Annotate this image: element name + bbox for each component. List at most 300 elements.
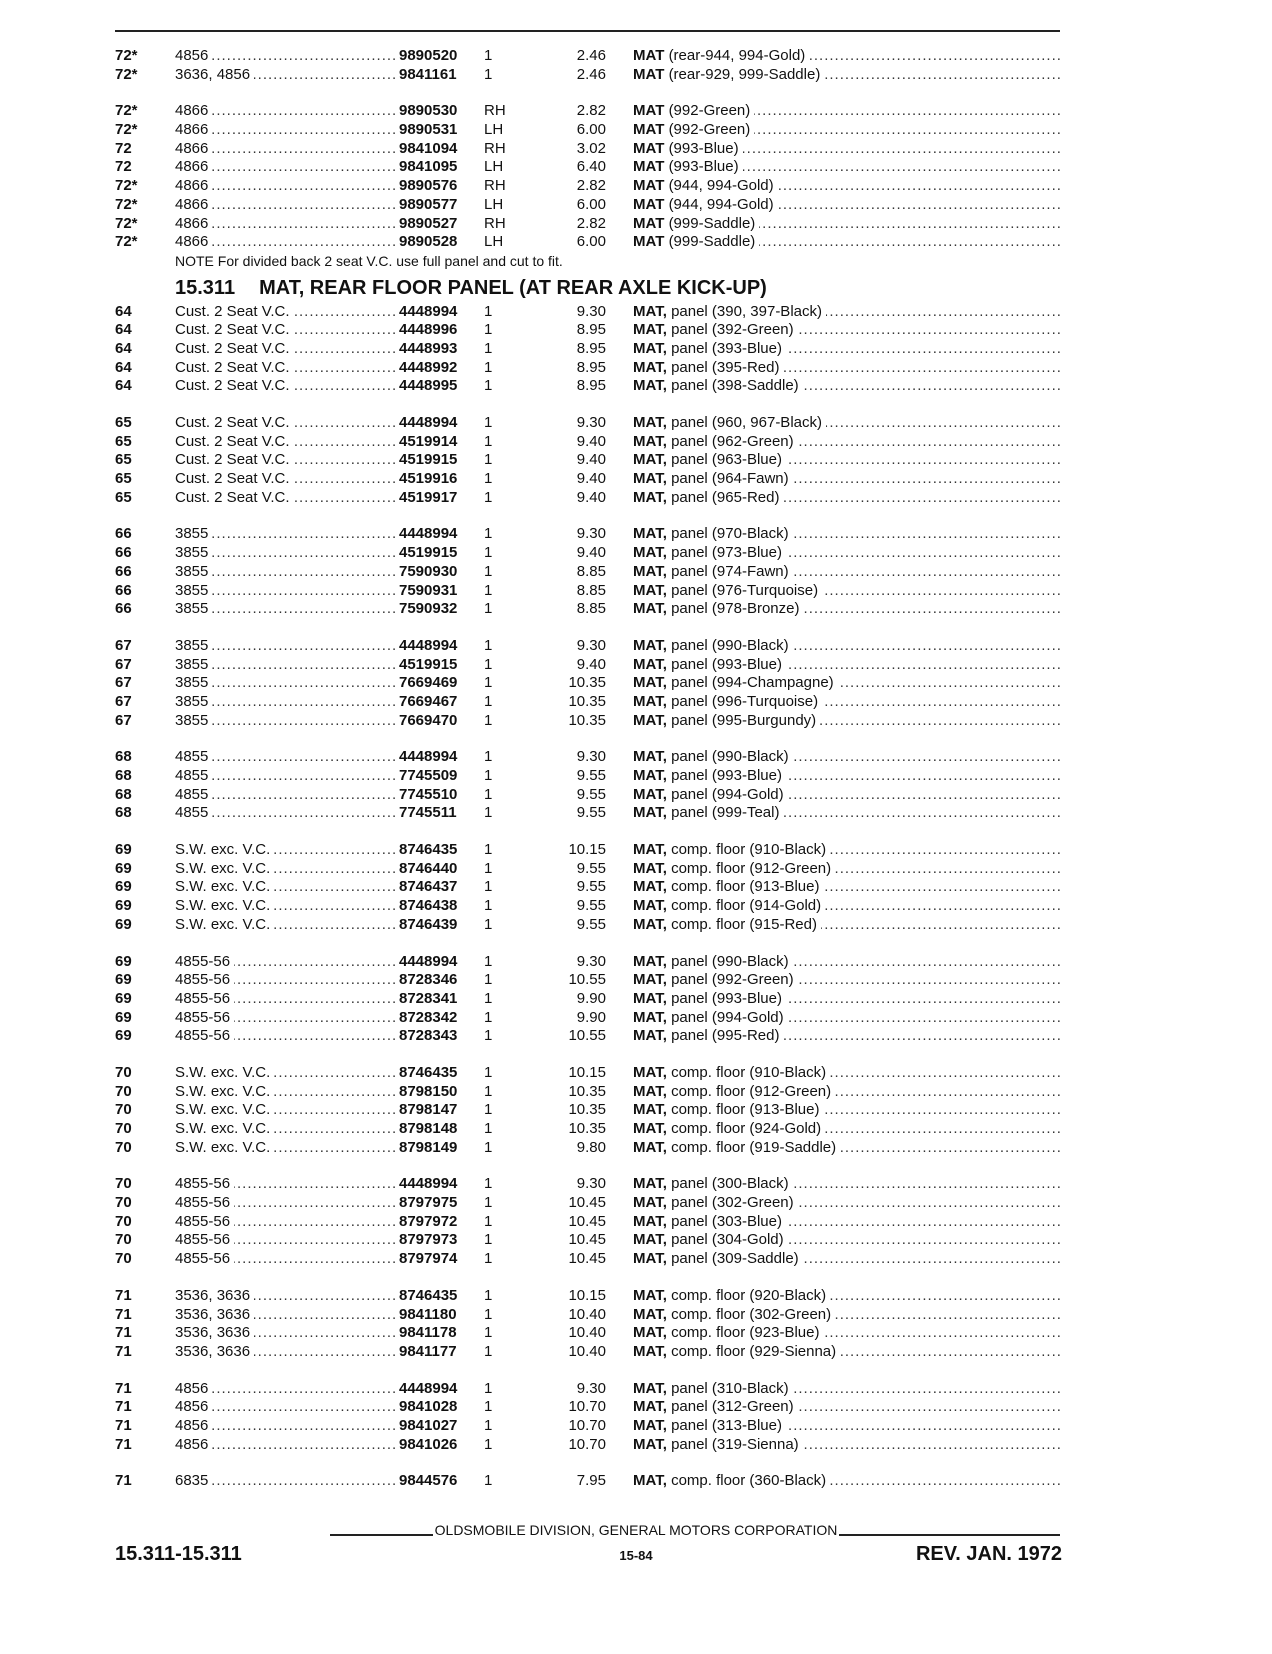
part-number: 9841094 (399, 139, 458, 157)
model-cell (175, 158, 397, 177)
description (633, 321, 798, 338)
table-row (0, 1472, 1272, 1491)
model-year: 70 (115, 1138, 132, 1156)
price: 10.35 (568, 711, 606, 729)
model-code: Cust. 2 Seat V.C. (175, 433, 294, 450)
description-name: MAT, (633, 767, 667, 784)
model-year: 72* (115, 214, 138, 232)
quantity: 1 (484, 377, 493, 395)
model-year: 71 (115, 1324, 132, 1342)
model-code: 4855-56 (175, 1213, 234, 1230)
quantity: 1 (484, 414, 493, 431)
part-number: 8797975 (399, 1194, 458, 1212)
price: 2.46 (576, 47, 606, 64)
model-year: 68 (115, 785, 132, 803)
price: 10.40 (568, 1324, 606, 1342)
model-cell (175, 1027, 397, 1046)
description (633, 1380, 793, 1397)
model-cell (175, 1472, 397, 1491)
description (633, 414, 826, 431)
quantity: 1 (484, 1175, 493, 1193)
model-year: 71 (115, 1416, 132, 1434)
table-row (0, 451, 1272, 470)
model-cell (175, 414, 397, 433)
table-row (0, 786, 1272, 805)
description-detail: panel (302-Green) (671, 1194, 794, 1212)
model-code: S.W. exc. V.C. (175, 916, 274, 933)
description-cell (633, 1027, 1061, 1046)
description-name: MAT, (633, 655, 667, 673)
description-detail: panel (390, 397-Black) (671, 302, 822, 320)
description-cell (633, 990, 1061, 1009)
table-row (0, 582, 1272, 601)
description-name: MAT, (633, 321, 667, 339)
description-name: MAT (633, 65, 665, 83)
description-name: MAT, (633, 488, 667, 506)
model-year: 66 (115, 562, 132, 580)
quantity: 1 (484, 1212, 493, 1230)
quantity: 1 (484, 748, 493, 766)
part-number: 7590930 (399, 562, 458, 580)
model-cell (175, 1101, 397, 1120)
description-name: MAT, (633, 1175, 667, 1193)
part-number: 8798150 (399, 1082, 458, 1100)
description-cell (633, 377, 1061, 396)
footer-section-range: 15.311-15.311 (115, 1543, 242, 1565)
price: 10.55 (568, 1027, 606, 1045)
table-row (0, 767, 1272, 786)
description-detail: panel (962-Green) (671, 432, 794, 450)
model-year: 72 (115, 158, 132, 176)
description-name: MAT, (633, 692, 667, 710)
price: 8.95 (576, 321, 606, 339)
table-row (0, 340, 1272, 359)
description-name: MAT (633, 195, 665, 213)
description-cell (633, 47, 1061, 66)
table-row (0, 916, 1272, 935)
model-code: 4855-56 (175, 1231, 234, 1248)
model-code: S.W. exc. V.C. (175, 1101, 274, 1118)
description-name: MAT, (633, 470, 667, 488)
price: 9.80 (576, 1138, 606, 1156)
description-cell (633, 233, 1061, 252)
part-number: 7669467 (399, 692, 458, 710)
description-cell (633, 1083, 1061, 1102)
description-detail: comp. floor (912-Green) (671, 859, 832, 877)
description (633, 582, 822, 599)
description-name: MAT, (633, 952, 667, 970)
description (633, 1324, 823, 1341)
description (633, 1343, 840, 1360)
model-cell (175, 321, 397, 340)
description-detail: panel (398-Saddle) (671, 377, 799, 395)
description-detail: comp. floor (910-Black) (671, 1063, 827, 1081)
group-gap (0, 1157, 1272, 1175)
model-code: 4855 (175, 748, 212, 765)
description-name: MAT, (633, 451, 667, 469)
description-cell (633, 451, 1061, 470)
description-name: MAT, (633, 581, 667, 599)
description (633, 66, 824, 83)
part-number: 7669470 (399, 711, 458, 729)
quantity: 1 (484, 544, 493, 562)
table-row (0, 878, 1272, 897)
description (633, 971, 798, 988)
description-detail: panel (999-Teal) (671, 804, 780, 822)
part-number: 8746435 (399, 841, 458, 859)
model-code: 4856 (175, 1398, 212, 1415)
model-code: 4866 (175, 158, 212, 175)
price: 10.15 (568, 841, 606, 859)
description-name: MAT, (633, 674, 667, 692)
quantity: 1 (484, 47, 493, 64)
model-code: Cust. 2 Seat V.C. (175, 414, 294, 431)
model-code: 4856 (175, 1417, 212, 1434)
model-cell (175, 600, 397, 619)
model-code: 3855 (175, 544, 212, 561)
quantity: 1 (484, 859, 493, 877)
model-code: 4855-56 (175, 1175, 234, 1192)
part-number: 7669469 (399, 674, 458, 692)
model-code: Cust. 2 Seat V.C. (175, 321, 294, 338)
price: 8.85 (576, 581, 606, 599)
table-row (0, 804, 1272, 823)
description (633, 1398, 798, 1415)
price: 10.70 (568, 1435, 606, 1453)
description-detail: (944, 994-Gold) (668, 177, 774, 195)
description-name: MAT, (633, 1138, 667, 1156)
description-name: MAT (633, 177, 665, 195)
description-detail: comp. floor (302-Green) (671, 1305, 832, 1323)
model-cell (175, 1417, 397, 1436)
price: 9.55 (576, 785, 606, 803)
description-detail: panel (310-Black) (671, 1379, 789, 1397)
model-year: 66 (115, 600, 132, 618)
part-number: 9841178 (399, 1324, 457, 1342)
model-year: 69 (115, 1027, 132, 1045)
model-code: 4866 (175, 121, 212, 138)
description-cell (633, 897, 1061, 916)
description-cell (633, 102, 1061, 121)
description-cell (633, 1213, 1061, 1232)
model-year: 72* (115, 121, 138, 139)
quantity: 1 (484, 674, 493, 692)
description-name: MAT, (633, 432, 667, 450)
table-row (0, 1064, 1272, 1083)
description-cell (633, 1101, 1061, 1120)
part-number: 8797973 (399, 1231, 458, 1249)
table-row (0, 563, 1272, 582)
model-cell (175, 470, 397, 489)
model-year: 67 (115, 692, 132, 710)
model-year: 69 (115, 1008, 132, 1026)
description-cell (633, 489, 1061, 508)
quantity: 1 (484, 1082, 493, 1100)
quantity: 1 (484, 581, 493, 599)
description-cell (633, 693, 1061, 712)
description-cell (633, 1306, 1061, 1325)
description (633, 303, 826, 320)
model-code: 4855-56 (175, 971, 234, 988)
description-name: MAT, (633, 600, 667, 618)
description-detail: comp. floor (913-Blue) (671, 878, 820, 896)
model-year: 72* (115, 102, 138, 120)
description-name: MAT, (633, 1120, 667, 1137)
model-code: 4866 (175, 233, 212, 250)
price: 9.40 (576, 655, 606, 673)
description (633, 1472, 830, 1489)
description-name: MAT, (633, 358, 667, 376)
quantity: 1 (484, 321, 493, 339)
quantity: 1 (484, 1063, 493, 1081)
table-row (0, 196, 1272, 215)
model-cell (175, 1250, 397, 1269)
part-number: 8746435 (399, 1286, 458, 1304)
table-row (0, 121, 1272, 140)
description (633, 233, 759, 250)
model-code: 3855 (175, 600, 212, 617)
description-name: MAT, (633, 804, 667, 822)
description-detail: panel (996-Turquoise) (671, 692, 819, 710)
description (633, 656, 786, 673)
description-name: MAT, (633, 1472, 667, 1490)
description (633, 340, 786, 357)
price: 10.15 (568, 1063, 606, 1081)
description-name: MAT (633, 47, 665, 64)
description-detail: panel (990-Black) (671, 636, 789, 654)
description-detail: panel (978-Bronze) (671, 600, 800, 618)
model-cell (175, 712, 397, 731)
quantity: 1 (484, 952, 493, 970)
description-cell (633, 748, 1061, 767)
part-number: 4448994 (399, 952, 458, 970)
description-cell (633, 321, 1061, 340)
model-year: 70 (115, 1082, 132, 1100)
description-detail: comp. floor (915-Red) (671, 915, 817, 933)
description (633, 196, 778, 213)
model-code: Cust. 2 Seat V.C. (175, 303, 294, 320)
price: 8.95 (576, 377, 606, 395)
description-name: MAT, (633, 1194, 667, 1212)
quantity: RH (484, 102, 506, 120)
model-code: S.W. exc. V.C. (175, 860, 274, 877)
part-number: 8746438 (399, 897, 458, 915)
description (633, 489, 783, 506)
description-detail: panel (964-Fawn) (671, 470, 789, 488)
description-name: MAT, (633, 989, 667, 1007)
part-number: 8728342 (399, 1008, 458, 1026)
part-number: 7590932 (399, 600, 458, 618)
model-year: 72* (115, 195, 138, 213)
description-cell (633, 953, 1061, 972)
model-cell (175, 489, 397, 508)
group-gap (0, 935, 1272, 953)
description-cell (633, 637, 1061, 656)
price: 9.55 (576, 878, 606, 896)
model-code: 4866 (175, 177, 212, 194)
description-cell (633, 158, 1061, 177)
description-cell (633, 1417, 1061, 1436)
price: 9.30 (576, 636, 606, 654)
model-code: Cust. 2 Seat V.C. (175, 359, 294, 376)
table-row (0, 525, 1272, 544)
price: 2.82 (576, 102, 606, 120)
quantity: 1 (484, 897, 493, 915)
model-code: 4856 (175, 1436, 212, 1453)
model-cell (175, 196, 397, 215)
quantity: 1 (484, 1194, 493, 1212)
part-number: 4448995 (399, 377, 458, 395)
description-detail: panel (994-Gold) (671, 1008, 784, 1026)
price: 3.02 (576, 139, 606, 157)
description-detail: panel (963-Blue) (671, 451, 782, 469)
table-row (0, 1380, 1272, 1399)
model-cell (175, 1231, 397, 1250)
quantity: 1 (484, 878, 493, 896)
model-code: Cust. 2 Seat V.C. (175, 489, 294, 506)
model-code: 4855 (175, 786, 212, 803)
quantity: 1 (484, 1027, 493, 1045)
group-gap (0, 619, 1272, 637)
model-code: 4866 (175, 196, 212, 213)
table-row (0, 693, 1272, 712)
part-number: 7745511 (399, 804, 457, 822)
model-year: 69 (115, 989, 132, 1007)
description-detail: comp. floor (360-Black) (671, 1472, 827, 1490)
description-cell (633, 786, 1061, 805)
description (633, 1064, 830, 1081)
model-year: 71 (115, 1398, 132, 1416)
description-cell (633, 878, 1061, 897)
table-row (0, 215, 1272, 234)
description-detail: panel (990-Black) (671, 748, 789, 766)
price: 10.35 (568, 1101, 606, 1119)
description-detail: panel (992-Green) (671, 971, 794, 989)
model-code: Cust. 2 Seat V.C. (175, 451, 294, 468)
quantity: 1 (484, 65, 493, 83)
description-name: MAT, (633, 711, 667, 729)
table-row (0, 897, 1272, 916)
description-detail: panel (993-Blue) (671, 655, 782, 673)
model-code: 4855-56 (175, 1194, 234, 1211)
table-row (0, 359, 1272, 378)
price: 9.30 (576, 1379, 606, 1397)
description-name: MAT, (633, 1324, 667, 1342)
description-name: MAT, (633, 302, 667, 320)
price: 9.30 (576, 302, 606, 320)
description-detail: comp. floor (913-Blue) (671, 1101, 820, 1119)
description-name: MAT, (633, 562, 667, 580)
quantity: RH (484, 177, 506, 195)
part-number: 4519915 (399, 655, 458, 673)
model-code: S.W. exc. V.C. (175, 1064, 274, 1081)
description-cell (633, 971, 1061, 990)
description-cell (633, 656, 1061, 675)
part-number: 9890520 (399, 47, 458, 64)
description (633, 359, 783, 376)
part-number: 8797972 (399, 1212, 458, 1230)
model-cell (175, 433, 397, 452)
model-code: 4866 (175, 215, 212, 232)
description-detail: (993-Blue) (668, 158, 739, 176)
table-row (0, 841, 1272, 860)
description-detail: panel (393-Blue) (671, 339, 782, 357)
description-cell (633, 121, 1061, 140)
table-row (0, 233, 1272, 252)
part-number: 8728343 (399, 1027, 458, 1045)
description-cell (633, 1343, 1061, 1362)
description (633, 786, 788, 803)
table-row (0, 637, 1272, 656)
description-cell (633, 1064, 1061, 1083)
quantity: 1 (484, 841, 493, 859)
description-detail: panel (993-Blue) (671, 767, 782, 784)
description-name: MAT, (633, 971, 667, 989)
model-cell (175, 841, 397, 860)
description-detail: comp. floor (920-Black) (671, 1286, 827, 1304)
table-row (0, 1009, 1272, 1028)
model-cell (175, 1175, 397, 1194)
description (633, 140, 743, 157)
description-name: MAT, (633, 544, 667, 562)
price: 9.30 (576, 748, 606, 766)
price: 9.55 (576, 859, 606, 877)
group-gap (0, 730, 1272, 748)
description (633, 1417, 786, 1434)
description (633, 1231, 788, 1248)
description (633, 451, 786, 468)
model-code: 4856 (175, 47, 212, 64)
model-cell (175, 971, 397, 990)
description-cell (633, 303, 1061, 322)
description (633, 1120, 825, 1137)
description-detail: panel (973-Blue) (671, 544, 782, 562)
description-detail: (992-Green) (668, 102, 751, 120)
model-cell (175, 215, 397, 234)
price: 10.45 (568, 1250, 606, 1268)
table-row (0, 1101, 1272, 1120)
price: 9.90 (576, 989, 606, 1007)
description-detail: panel (313-Blue) (671, 1416, 782, 1434)
model-cell (175, 1194, 397, 1213)
model-cell (175, 1306, 397, 1325)
group-gap (0, 823, 1272, 841)
model-year: 69 (115, 915, 132, 933)
quantity: 1 (484, 525, 493, 543)
description (633, 878, 823, 895)
part-number: 8798149 (399, 1138, 458, 1156)
model-cell (175, 674, 397, 693)
model-year: 64 (115, 321, 132, 339)
part-number: 7745509 (399, 767, 458, 784)
description (633, 637, 793, 654)
part-number: 8798148 (399, 1120, 458, 1137)
table-row (0, 712, 1272, 731)
quantity: LH (484, 195, 504, 213)
table-row (0, 140, 1272, 159)
price: 10.40 (568, 1305, 606, 1323)
table-row (0, 1306, 1272, 1325)
table-row (0, 158, 1272, 177)
quantity: 1 (484, 451, 493, 469)
model-cell (175, 860, 397, 879)
model-year: 64 (115, 339, 132, 357)
table-row (0, 1083, 1272, 1102)
part-number: 4519916 (399, 470, 458, 488)
description (633, 377, 803, 394)
model-cell (175, 916, 397, 935)
quantity: RH (484, 214, 506, 232)
